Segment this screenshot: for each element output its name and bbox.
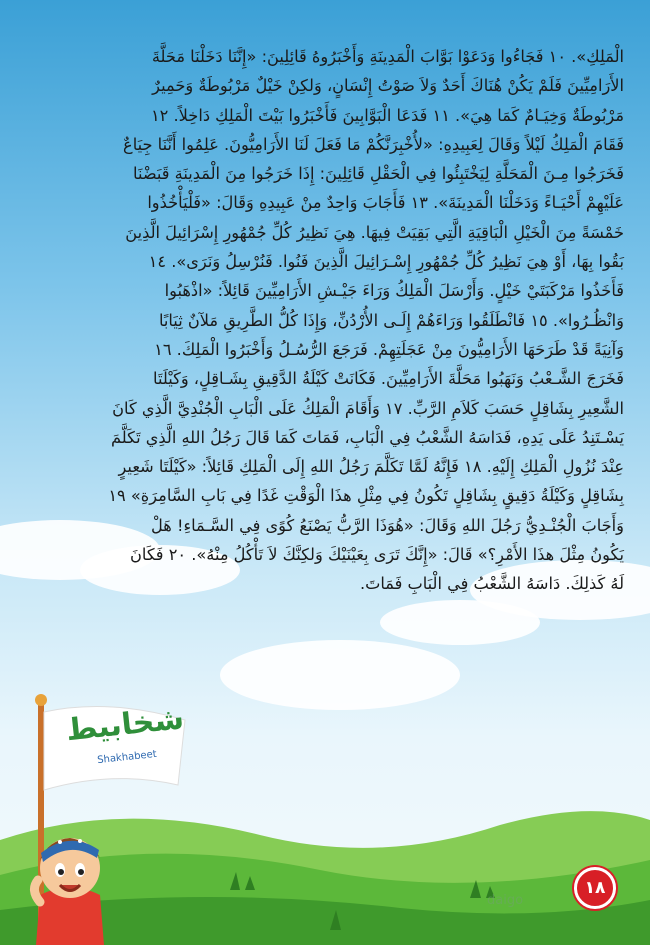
text-line: الأَرَامِيِّينَ فَلَمْ يَكُنْ هُنَاكَ أَحَدٌ وَلاَ صَوْتُ إِنْسَانٍ، وَلكِنْ خَيْلٌ مَرْبُوطَةٌ وَحَمِيرٌ <box>152 76 624 96</box>
page-number-badge: ١٨ <box>574 867 616 909</box>
text-line: بَقُوا بِهَا، أَوْ هِيَ نَظِيرُ كُلِّ جُمْهُورِ إِسْـرَائِيلَ الَّذِينَ فَنُوا. فَنُرْسِلُ وَنَرَى». ١٤ <box>148 252 624 272</box>
cloud <box>220 640 460 710</box>
text-line: الْمَلِكِ». ١٠ فَجَاءُوا وَدَعَوْا بَوَّابَ الْمَدِينَةِ وَأَخْبَرُوهُ قَائِلِينَ: «إِنَّنَا دَخَلْنَا مَحَلَّةَ <box>151 47 624 66</box>
text-line: فَخَرَجُوا مِـنَ الْمَحَلَّةِ لِيَخْتَبِئُوا فِي الْحَقْلِ قَائِلِينَ: إِذَا خَرَجُوا مِنَ الْمَدِينَةِ قَبَضْنَا <box>133 164 624 184</box>
logo-latin-text: Shakhabeet <box>96 748 158 767</box>
text-line: فَأَخَذُوا مَرْكَبَتَيْ خَيْلٍ. وَأَرْسَلَ الْمَلِكُ وَرَاءَ جَيْـشِ الأَرَامِيِّينَ قَائِلاً: «اذْهَبُوا <box>164 281 624 301</box>
text-line: عِنْدَ نُزُولِ الْمَلِكِ إِلَيْهِ. ١٨ فَإِنَّهُ لَمَّا تَكَلَّمَ رَجُلُ اللهِ إِلَى الْمَلِكِ قَائِلاً: «كَيْلَتَا شَعِيرٍ <box>118 457 624 477</box>
cloud <box>380 600 540 645</box>
text-line: مَرْبُوطَةٌ وَخِيَـامٌ كَمَا هِيَ». ١١ فَدَعَا الْبَوَّابِينَ فَأَخْبَرُوا بَيْتَ الْمَلِكِ دَاخِلاً. ١٢ <box>150 105 624 125</box>
logo-arabic-text: شخابيط <box>64 701 186 749</box>
text-line: فَخَرَجَ الشَّـعْبُ وَنَهَبُوا مَحَلَّةَ الأَرَامِيِّينَ. فَكَانَتْ كَيْلَةُ الدَّقِيقِ بِشَـاقِلٍ، وَكَيْلَتَا <box>153 369 624 389</box>
scripture-text <box>68 42 624 599</box>
watermark: daigo <box>487 893 524 908</box>
text-line: فَقَامَ الْمَلِكُ لَيْلاً وَقَالَ لِعَبِيدِهِ: «لأُخْبِرَنَّكُمْ مَا فَعَلَ لَنَا الأَرَامِيُّونَ. عَلِمُوا أَنَّنَا جِيَاعٌ <box>123 134 624 154</box>
text-line: يَكُونُ مِثْلَ هذَا الأَمْرِ؟» قَالَ: «إِنَّكَ تَرَى بِعَيْنَيْكَ وَلكِنَّكَ لاَ تَأْكُلُ مِنْهُ». ٢٠ فَكَانَ <box>130 545 624 565</box>
text-line: الشَّعِيرِ بِشَاقِلٍ حَسَبَ كَلاَمِ الرَّبِّ. ١٧ وَأَقَامَ الْمَلِكُ عَلَى الْبَابِ الْجُنْدِيَّ الَّذِي كَانَ <box>112 398 624 418</box>
text-line: وَأَجَابَ الْجُنْـدِيُّ رَجُلَ اللهِ وَقَالَ: «هُوَذَا الرَّبُّ يَصْنَعُ كُوًى فِي السَّـمَاءِ! هَلْ <box>151 515 624 535</box>
text-line: بِشَاقِلٍ وَكَيْلَةُ دَقِيقٍ بِشَاقِلٍ تَكُونُ فِي مِثْلِ هذَا الْوَقْتِ غَدًا فِي بَابِ السَّامِرَةِ» ١٩ <box>108 486 624 506</box>
text-line: عَلَيْهِمْ أَحْيَـاءً وَدَخَلْنَا الْمَدِينَةَ». ١٣ فَأَجَابَ وَاحِدٌ مِنْ عَبِيدِهِ وَقَالَ: «فَلْيَأْخُذُوا <box>147 193 624 213</box>
text-line: لَهُ كَذلِكَ. دَاسَهُ الشَّعْبُ فِي الْبَابِ فَمَاتَ. <box>359 574 624 594</box>
text-line: وَانْظُـرُوا». ١٥ فَانْطَلَقُوا وَرَاءَهُمْ إِلَـى الأُرْدُنِّ، وَإِذَا كُلُّ الطَّرِيقِ مَلآنٌ ثِيَابًا <box>158 310 624 330</box>
text-line: وَآنِيَةً قَدْ طَرَحَهَا الأَرَامِيُّونَ مِنْ عَجَلَتِهِمْ. فَرَجَعَ الرُّسُـلُ وَأَخْبَرُوا الْمَلِكَ. ١٦ <box>154 339 624 359</box>
text-line: يَسْـتَنِدُ عَلَى يَدِهِ، فَدَاسَهُ الشَّعْبُ فِي الْبَابِ، فَمَاتَ كَمَا قَالَ رَجُلُ اللهِ الَّذِي تَكَلَّمَ <box>111 427 624 447</box>
text-line: خَمْسَةً مِنَ الْخَيْلِ الْبَاقِيَةِ الَّتِي بَقِيَتْ فِيهَا. هِيَ نَظِيرُ كُلِّ جُمْهُورِ إِسْرَائِيلَ الَّذِينَ <box>125 222 624 242</box>
